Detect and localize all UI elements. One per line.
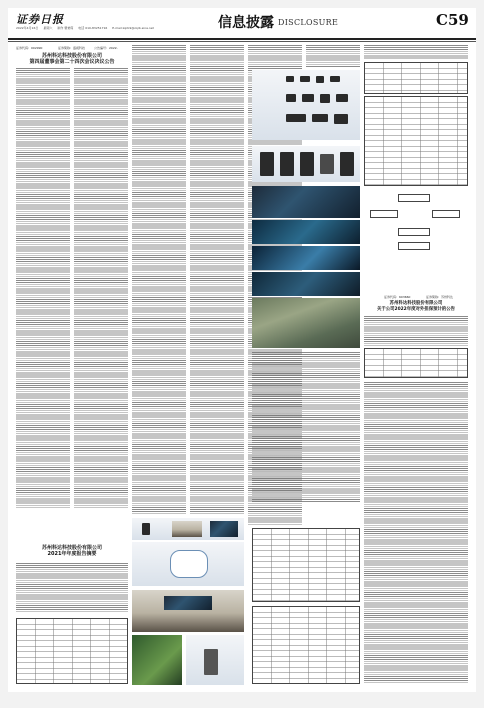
device-icon — [334, 114, 348, 124]
body-col6-top — [306, 45, 360, 67]
section-title-en: DISCLOSURE — [278, 18, 339, 27]
product-photo-strip — [132, 518, 244, 540]
ann1-code: 证券代码：002990 — [16, 46, 43, 50]
page-number: C59 — [436, 11, 469, 29]
body-col7-top — [364, 45, 468, 59]
ann2-body — [16, 563, 128, 613]
org-box — [432, 210, 460, 218]
org-box — [370, 210, 398, 218]
network-diagram — [132, 542, 244, 586]
cloud-shape — [170, 550, 208, 578]
kiosk-icon — [204, 649, 218, 675]
video-wall — [164, 596, 212, 610]
issue-email: E-mail:zqrb9@zqrb.sina.net — [112, 26, 154, 30]
platform-screenshot-4 — [252, 272, 360, 296]
issue-date: 2022年4月16日 — [16, 26, 39, 30]
ann1-body-col2 — [74, 68, 128, 508]
ann1-title: 苏州科达科技股份有限公司 第四届董事会第二十四次会议决议公告 — [29, 53, 115, 65]
device-icon — [336, 94, 348, 102]
masthead-rule-thick — [8, 38, 476, 40]
terminal-icon — [320, 154, 334, 174]
ann1-number: 公告编号：2022- — [94, 46, 118, 50]
body-col4 — [190, 45, 244, 515]
product-catalog-image — [252, 70, 360, 140]
org-box — [398, 228, 430, 236]
masthead-rule-thin — [8, 41, 476, 42]
camera-icon — [316, 76, 324, 83]
platform-screenshot-2 — [252, 220, 360, 244]
ann1-body-col1 — [16, 68, 70, 508]
terminal-icon — [260, 152, 274, 176]
financial-table-1 — [252, 528, 360, 602]
device-icon — [320, 94, 330, 103]
platform-screenshot-3 — [252, 246, 360, 270]
issue-phone: 电话 010-83251716 — [78, 26, 108, 30]
masthead — [8, 8, 476, 38]
booth-photo — [186, 635, 244, 685]
ann2-title: 苏州科达科技股份有限公司 2021年年度报告摘要 — [41, 545, 102, 557]
org-box — [398, 242, 430, 250]
newspaper-logo: 证券日报 — [16, 13, 64, 26]
body-col3 — [132, 45, 186, 515]
guarantee-table — [364, 348, 468, 378]
device-icon — [312, 114, 328, 122]
ann3-name: 证券简称：苏州科达 — [426, 295, 454, 299]
terminal-icon — [300, 152, 314, 176]
platform-screenshot-1 — [252, 186, 360, 218]
device-icon — [286, 94, 296, 102]
aerial-city-photo — [252, 298, 360, 348]
ownership-diagram — [364, 190, 468, 252]
camera-icon — [300, 76, 310, 82]
device-icon — [302, 94, 314, 102]
device-icon — [142, 523, 150, 535]
summary-table-2 — [364, 96, 468, 186]
ann3-title: 苏州科达科技股份有限公司 关于公司2022年度对外担保预计的公告 — [376, 301, 456, 312]
terminal-icon — [280, 152, 294, 176]
issue-weekday: 星期六 — [43, 26, 53, 30]
terminal-products-image — [252, 146, 360, 182]
ann1-name: 证券简称：盛视科技 — [58, 46, 86, 50]
newspaper-page — [8, 8, 476, 692]
body-col6-bottom — [252, 352, 360, 502]
conference-room-photo — [132, 590, 244, 632]
camera-icon — [330, 76, 340, 82]
ann3-code: 证券代码：603660 — [384, 295, 411, 299]
ann2-table — [16, 618, 128, 684]
section-title: 信息披露 — [218, 15, 274, 31]
terminal-icon — [340, 152, 354, 176]
screen-photo — [210, 521, 238, 537]
summary-table-1 — [364, 62, 468, 94]
org-box — [398, 194, 430, 202]
issue-meta — [16, 26, 158, 30]
camera-icon — [286, 76, 294, 82]
ann3-body — [364, 382, 468, 684]
financial-table-2 — [252, 606, 360, 684]
issue-editor: 制作 曹秉琛 — [57, 26, 74, 30]
green-scene-photo — [132, 635, 182, 685]
device-icon — [286, 114, 306, 122]
ann3-body-top — [364, 316, 468, 346]
room-photo — [172, 521, 202, 537]
